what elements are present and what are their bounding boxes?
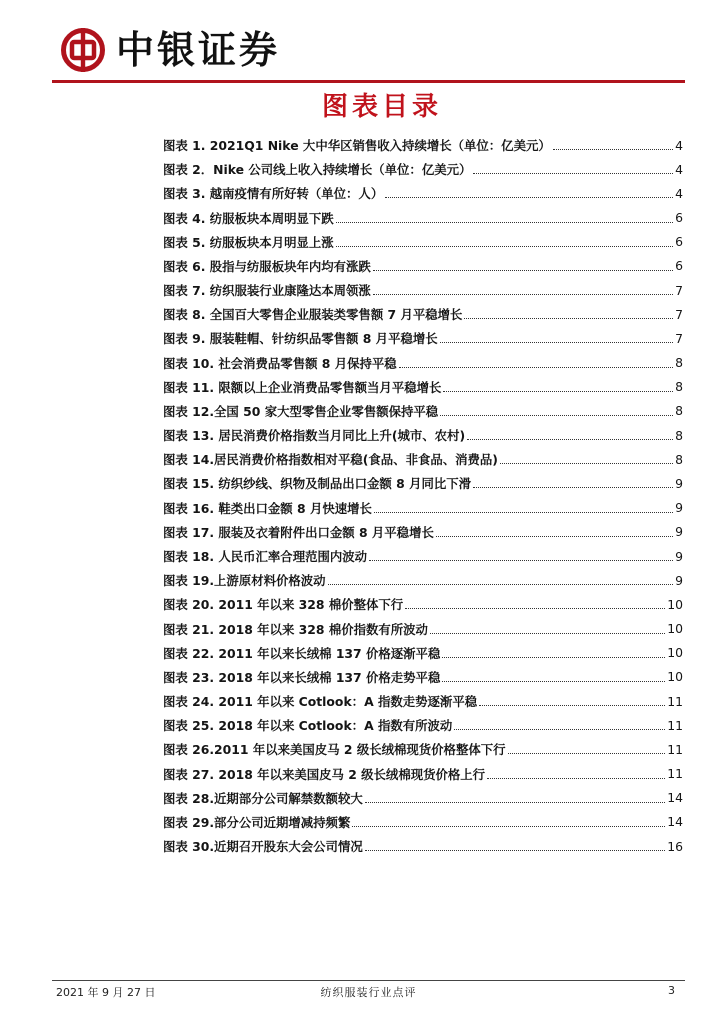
toc-entry-page: 6	[675, 234, 683, 250]
toc-entry-page: 11	[667, 717, 683, 733]
toc-entry[interactable]	[163, 810, 683, 834]
toc-entry-label: 图表 8. 全国百大零售企业服装类零售额 7 月平稳增长	[163, 307, 463, 323]
toc-entry[interactable]	[163, 665, 683, 689]
toc-entry-page: 11	[667, 693, 683, 709]
toc-entry[interactable]	[163, 206, 683, 230]
toc-entry-label: 图表 22. 2011 年以来长绒棉 137 价格逐渐平稳	[163, 645, 441, 661]
toc-entry-page: 7	[675, 306, 683, 322]
toc-entry-label: 图表 21. 2018 年以来 328 棉价指数有所波动	[163, 621, 428, 637]
toc-entry-page: 9	[675, 524, 683, 540]
toc-entry-page: 8	[675, 451, 683, 467]
toc-entry-page: 7	[675, 330, 683, 346]
toc-entry[interactable]	[163, 375, 683, 399]
toc-entry[interactable]	[163, 496, 683, 520]
toc-entry[interactable]	[163, 278, 683, 302]
toc-entry-page: 6	[675, 258, 683, 274]
toc-dot-leader	[373, 293, 673, 295]
toc-entry[interactable]	[163, 834, 683, 858]
toc-entry[interactable]	[163, 616, 683, 640]
toc-entry-label: 图表 16. 鞋类出口金额 8 月快速增长	[163, 500, 372, 516]
toc-entry-page: 9	[675, 572, 683, 588]
toc-entry[interactable]	[163, 689, 683, 713]
toc-dot-leader	[436, 535, 673, 537]
toc-dot-leader	[385, 196, 673, 198]
toc-dot-leader	[487, 777, 665, 779]
toc-entry[interactable]	[163, 544, 683, 568]
toc-entry-label: 图表 24. 2011 年以来 Cotlook：A 指数走势逐渐平稳	[163, 694, 478, 710]
toc-dot-leader	[508, 752, 666, 754]
toc-entry-page: 8	[675, 403, 683, 419]
toc-dot-leader	[374, 511, 673, 513]
toc-entry-page: 14	[667, 790, 683, 806]
toc-dot-leader	[443, 390, 673, 392]
toc-entry[interactable]	[163, 326, 683, 350]
toc-entry[interactable]	[163, 133, 683, 157]
toc-entry-label: 图表 11. 限额以上企业消费品零售额当月平稳增长	[163, 379, 442, 395]
toc-dot-leader	[440, 414, 673, 416]
toc-entry-page: 9	[675, 475, 683, 491]
toc-dot-leader	[442, 680, 665, 682]
toc-entry-label: 图表 14.居民消费价格指数相对平稳(食品、非食品、消费品)	[163, 452, 498, 468]
toc-dot-leader	[464, 317, 673, 319]
toc-entry-label: 图表 6. 股指与纺服板块年内均有涨跌	[163, 258, 371, 274]
toc-entry-page: 8	[675, 355, 683, 371]
toc-entry[interactable]	[163, 423, 683, 447]
toc-entry[interactable]	[163, 520, 683, 544]
toc-entry[interactable]	[163, 471, 683, 495]
toc-entry-page: 7	[675, 282, 683, 298]
toc-entry-page: 9	[675, 500, 683, 516]
toc-dot-leader	[369, 559, 673, 561]
toc-entry-page: 11	[667, 741, 683, 757]
toc-entry-page: 8	[675, 427, 683, 443]
toc-entry[interactable]	[163, 351, 683, 375]
table-of-figures	[163, 133, 683, 858]
toc-dot-leader	[473, 172, 673, 174]
toc-dot-leader	[336, 245, 673, 247]
toc-entry[interactable]	[163, 761, 683, 785]
toc-title-text: 图表目录	[321, 92, 442, 122]
toc-entry-page: 8	[675, 379, 683, 395]
toc-entry-page: 9	[675, 548, 683, 564]
footer-date: 2021 年 9 月 27 日	[56, 986, 156, 999]
toc-entry[interactable]	[163, 592, 683, 616]
toc-dot-leader	[328, 583, 674, 585]
toc-entry-label: 图表 12.全国 50 家大型零售企业零售额保持平稳	[163, 403, 439, 419]
toc-entry-page: 4	[675, 137, 683, 153]
toc-dot-leader	[405, 607, 665, 609]
toc-entry-page: 4	[675, 185, 683, 201]
toc-entry-page: 6	[675, 210, 683, 226]
toc-dot-leader	[467, 438, 673, 440]
toc-dot-leader	[399, 366, 673, 368]
toc-entry-label: 图表 28.近期部分公司解禁数额较大	[163, 790, 363, 806]
toc-entry-label: 图表 13. 居民消费价格指数当月同比上升(城市、农村)	[163, 428, 466, 444]
toc-entry-label: 图表 10. 社会消费品零售额 8 月保持平稳	[163, 355, 397, 371]
footer-divider	[52, 980, 685, 981]
toc-entry[interactable]	[163, 302, 683, 326]
toc-entry-label: 图表 9. 服装鞋帽、针纺织品零售额 8 月平稳增长	[163, 331, 438, 347]
footer-page-number: 3	[668, 984, 675, 997]
toc-entry-page: 4	[675, 161, 683, 177]
toc-entry-label: 图表 15. 纺织纱线、织物及制品出口金额 8 月同比下滑	[163, 476, 472, 492]
footer-report-type: 纺织服装行业点评	[320, 986, 417, 999]
toc-entry-page: 10	[667, 596, 683, 612]
toc-entry-label: 图表 7. 纺织服装行业康隆达本周领涨	[163, 283, 371, 299]
toc-dot-leader	[430, 632, 665, 634]
toc-dot-leader	[454, 728, 665, 730]
toc-entry-page: 16	[667, 838, 683, 854]
toc-entry-label: 图表 29.部分公司近期增减持频繁	[163, 814, 351, 830]
toc-dot-leader	[473, 486, 673, 488]
toc-entry-label: 图表 18. 人民币汇率合理范围内波动	[163, 549, 368, 564]
toc-entry[interactable]	[163, 230, 683, 254]
toc-entry-label: 图表 4. 纺服板块本周明显下跌	[163, 210, 334, 226]
toc-entry-page: 11	[667, 766, 683, 782]
toc-title	[0, 90, 724, 124]
brand-name: 中银证券	[116, 27, 281, 72]
toc-dot-leader	[500, 462, 673, 464]
toc-entry-label: 图表 1. 2021Q1 Nike 大中华区销售收入持续增长（单位：亿美元）	[163, 138, 551, 154]
toc-entry-label: 图表 30.近期召开股东大会公司情况	[163, 839, 363, 855]
toc-dot-leader	[365, 849, 665, 851]
toc-entry-label: 图表 2．Nike 公司线上收入持续增长（单位：亿美元）	[163, 162, 472, 178]
toc-dot-leader	[336, 221, 673, 223]
toc-entry-page: 10	[667, 621, 683, 637]
toc-entry-label: 图表 26.2011 年以来美国皮马 2 级长绒棉现货价格整体下行	[163, 742, 506, 758]
toc-entry-label: 图表 19.上游原材料价格波动	[163, 573, 326, 589]
toc-dot-leader	[440, 341, 673, 343]
toc-entry[interactable]	[163, 568, 683, 592]
toc-entry-label: 图表 17. 服装及衣着附件出口金额 8 月平稳增长	[163, 524, 434, 540]
toc-entry-label: 图表 25. 2018 年以来 Cotlook：A 指数有所波动	[163, 718, 453, 734]
toc-entry[interactable]	[163, 447, 683, 471]
toc-entry[interactable]	[163, 399, 683, 423]
toc-dot-leader	[365, 801, 665, 803]
page-header	[0, 0, 724, 90]
toc-entry-page: 10	[667, 645, 683, 661]
toc-entry[interactable]	[163, 157, 683, 181]
toc-entry[interactable]	[163, 181, 683, 205]
toc-entry[interactable]	[163, 786, 683, 810]
toc-entry-label: 图表 23. 2018 年以来长绒棉 137 价格走势平稳	[163, 669, 441, 685]
toc-entry-page: 10	[667, 669, 683, 685]
toc-entry[interactable]	[163, 641, 683, 665]
toc-entry-label: 图表 3. 越南疫情有所好转（单位：人）	[163, 186, 384, 202]
toc-dot-leader	[373, 269, 673, 271]
page-footer	[52, 984, 685, 1002]
toc-dot-leader	[553, 148, 673, 150]
toc-entry[interactable]	[163, 713, 683, 737]
toc-entry-label: 图表 27. 2018 年以来美国皮马 2 级长绒棉现货价格上行	[163, 766, 486, 782]
toc-dot-leader	[442, 656, 665, 658]
toc-dot-leader	[352, 825, 665, 827]
toc-entry-label: 图表 20. 2011 年以来 328 棉价整体下行	[163, 597, 404, 613]
toc-entry-label: 图表 5. 纺服板块本月明显上涨	[163, 234, 334, 250]
bank-of-china-logo-icon	[60, 27, 106, 73]
toc-dot-leader	[479, 704, 665, 706]
toc-entry[interactable]	[163, 737, 683, 761]
toc-entry[interactable]	[163, 254, 683, 278]
header-divider	[52, 80, 685, 83]
toc-entry-page: 14	[667, 814, 683, 830]
